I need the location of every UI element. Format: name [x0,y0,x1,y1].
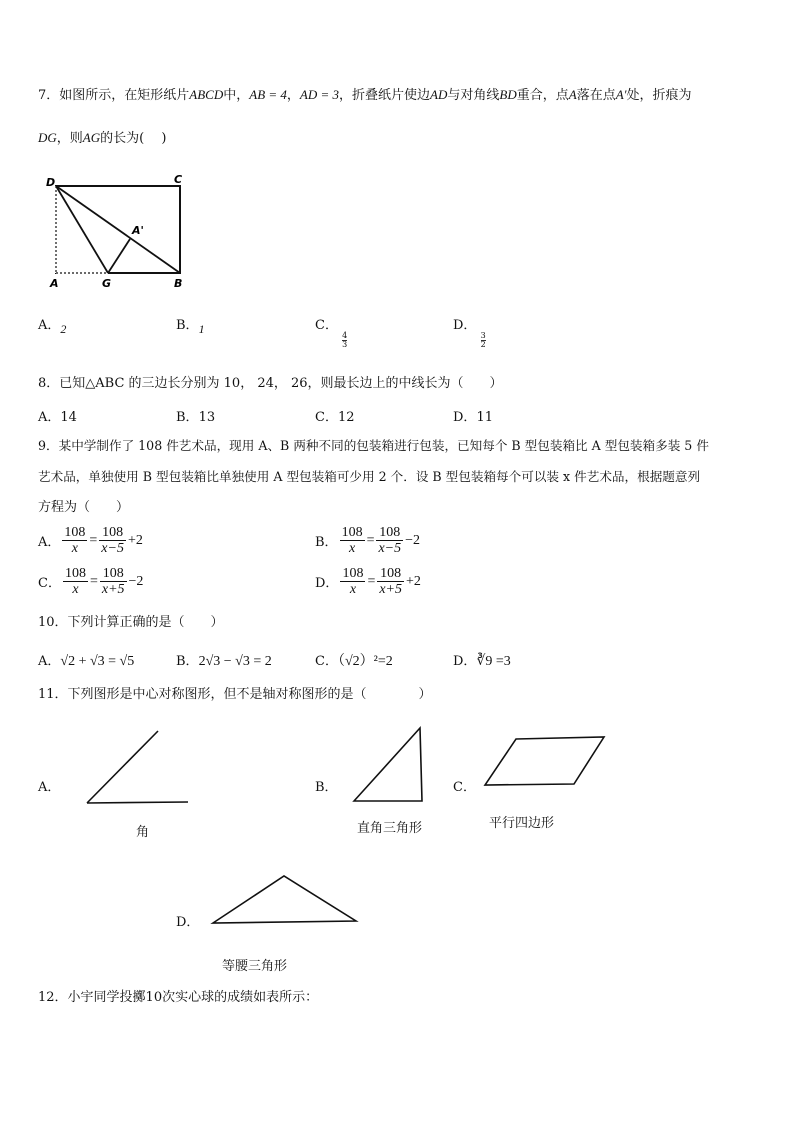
q10-option-c[interactable]: C．（√2）²=2 [315,654,393,669]
q10-option-b[interactable]: B．2√3 − √3 = 2 [176,654,272,669]
q10-option-a[interactable]: A．√2 + √3 = √5 [38,654,135,669]
q9-stem-line3: 方程为（ ） [38,500,130,515]
q9-stem-line2: 艺术品，单独使用 B 型包装箱比单独使用 A 型包装箱可少用 2 个．设 B 型包装箱每个可以装 x 件艺术品，根据题意列 [38,469,701,484]
q7-rectangle-figure [40,170,200,295]
q7-stem-line1: 7．如图所示，在矩形纸片ABCD中，AB = 4，AD = 3，折叠纸片使边AD与对角线BD重合，点A落在点A′处，折痕为 [38,87,692,103]
label-a-prime: A' [132,224,144,237]
segment-ga-prime [108,239,130,273]
angle-figure[interactable] [84,728,194,808]
q11-option-c-label[interactable]: C． [453,780,476,795]
q9-option-c[interactable]: C． $\frac{108}{x}$ = $\frac{108}{x+5}$ −2 [38,566,144,597]
q9-option-d[interactable]: D． $\frac{108}{x}$ = $\frac{108}{x+5}$ +2 [315,566,421,597]
q9-stem-line1: 9．某中学制作了 108 件艺术品，现用 A、B 两种不同的包装箱进行包装，已知每个 B 型包装箱比 A 型包装箱多装 5 件 [38,438,709,453]
label-a: A [50,277,59,290]
fraction: $\frac{3}{2}$ [480,331,486,349]
fraction: $\frac{108}{x-5}$ [378,525,402,556]
q11-option-d-label[interactable]: D． [176,915,200,930]
q11-option-a-label[interactable]: A． [38,780,61,795]
q8-stem: 8．已知△ABC 的三边长分别为 10， 24， 26，则最长边上的中线长为（ ） [38,376,503,391]
q11-stem: 11．下列图形是中心对称图形，但不是轴对称图形的是（ ） [38,687,432,702]
q8-option-a[interactable]: A．14 [38,410,77,425]
q8-option-d[interactable]: D．11 [453,410,493,425]
q7-stem-line2: DG，则AG的长为( ) [38,130,167,146]
q11-caption-d: 等腰三角形 [222,959,288,974]
fraction: $\frac{4}{3}$ [342,331,348,349]
q10-option-d[interactable]: D．∛9 =3 [453,654,511,669]
q7-option-b[interactable]: B．1 [176,318,205,336]
fraction: $\frac{108}{x}$ [341,525,363,556]
q8-option-b[interactable]: B．13 [176,410,216,425]
q7-option-d[interactable]: D． $\frac{3}{2}$ [453,318,486,349]
label-d: D [46,176,56,189]
fraction: $\frac{108}{x-5}$ [101,525,124,556]
crease-dg [56,186,108,273]
isosceles-triangle-figure[interactable] [210,872,362,928]
label-c: C [174,173,183,186]
fraction: $\frac{108}{x+5}$ [379,566,403,597]
q11-caption-b: 直角三角形 [357,821,423,836]
fraction: $\frac{108}{x}$ [64,525,86,556]
label-g: G [102,277,112,290]
parallelogram-figure[interactable] [482,734,610,788]
diagonal-bd [56,186,180,273]
q11-caption-a: 角 [136,825,150,840]
q8-option-c[interactable]: C．12 [315,410,355,425]
q11-caption-c: 平行四边形 [489,816,555,831]
q11-option-b-label[interactable]: B． [315,780,338,795]
fraction: $\frac{108}{x+5}$ [101,566,125,597]
fraction: $\frac{108}{x}$ [64,566,86,597]
q10-stem: 10．下列计算正确的是（ ） [38,615,224,630]
q9-option-b[interactable]: B． $\frac{108}{x}$ = $\frac{108}{x-5}$ −2 [315,525,421,556]
q9-option-a[interactable]: A． $\frac{108}{x}$ = $\frac{108}{x-5}$ +2 [38,525,143,556]
label-b: B [174,277,183,290]
fraction: $\frac{108}{x}$ [342,566,364,597]
right-triangle-figure[interactable] [350,724,430,806]
q7-option-a[interactable]: A．2 [38,318,67,336]
q12-stem: 12．小宇同学投擲10次实心球的成绩如表所示： [38,990,319,1005]
q7-option-c[interactable]: C． $\frac{4}{3}$ [315,318,348,349]
